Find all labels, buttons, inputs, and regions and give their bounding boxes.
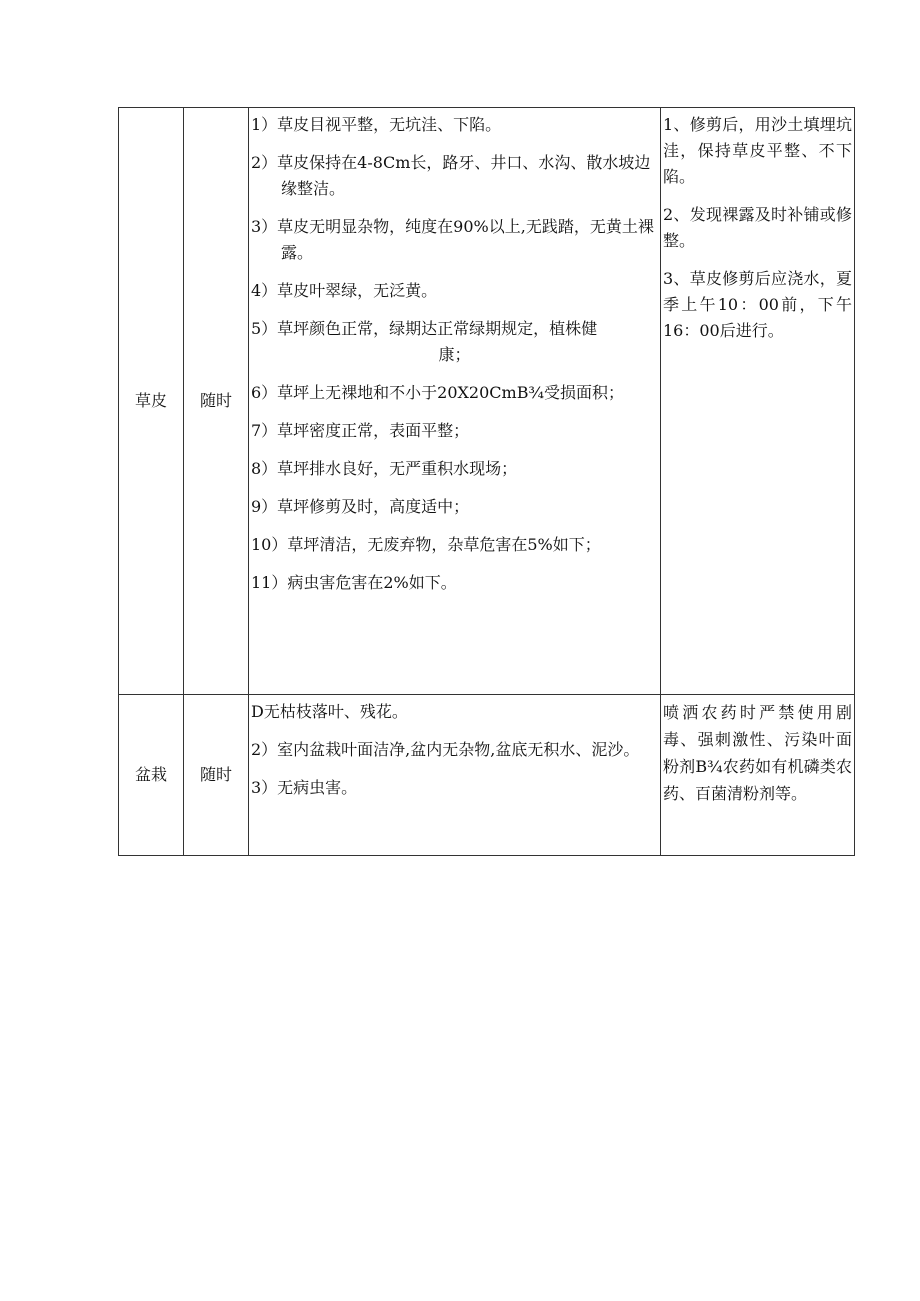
- standards-cell: [249, 108, 661, 695]
- table-row: [119, 695, 855, 856]
- standard-item: 4）草皮叶翠绿，无泛黄。: [251, 281, 438, 300]
- standard-item: 10）草坪清洁，无废弃物，杂草危害在5%如下；: [251, 535, 601, 554]
- notes-cell: [661, 695, 855, 856]
- note-paragraph: 喷洒农药时严禁使用剧毒、强刺激性、污染叶面粉剂B¾农药如有机磷类农药、百菌清粉剂等。: [663, 703, 852, 803]
- standard-item: 1）草皮目视平整，无坑洼、下陷。: [251, 115, 502, 134]
- note-paragraph: 3、草皮修剪后应浇水，夏季上午10：00前，下午16：00后进行。: [663, 269, 852, 340]
- note-paragraph: 1、修剪后，用沙土填埋坑洼，保持草皮平整、不下陷。: [663, 115, 852, 186]
- standard-item-line: 5）草坪颜色正常，绿期达正常绿期规定，植株健: [251, 319, 598, 338]
- notes-cell: [661, 108, 855, 695]
- standard-item: 3）草皮无明显杂物，纯度在90%以上,无践踏，无黄土裸露。: [251, 217, 654, 262]
- standard-item: 2）室内盆栽叶面洁净,盆内无杂物,盆底无积水、泥沙。: [251, 740, 640, 759]
- standard-item: 8）草坪排水良好，无严重积水现场；: [251, 459, 518, 478]
- standard-item: 3）无病虫害。: [251, 778, 358, 797]
- standard-item: [251, 316, 658, 368]
- standard-item: D无枯枝落叶、残花。: [251, 702, 408, 721]
- standard-item: 7）草坪密度正常，表面平整；: [251, 421, 470, 440]
- frequency-cell: 随时: [184, 695, 249, 856]
- standard-item: 2）草皮保持在4-8Cm长，路牙、井口、水沟、散水坡边缘整洁。: [251, 153, 651, 198]
- standard-item: 6）草坪上无裸地和不小于20X20CmB¾受损面积；: [251, 383, 624, 402]
- item-name-cell: 草皮: [119, 108, 184, 695]
- standard-item: 9）草坪修剪及时，高度适中；: [251, 497, 470, 516]
- standard-item-continuation: 康；: [438, 345, 471, 364]
- standard-item: 11）病虫害危害在2%如下。: [251, 573, 457, 592]
- table-row: [119, 108, 855, 695]
- frequency-cell: 随时: [184, 108, 249, 695]
- maintenance-standards-table: [118, 107, 855, 856]
- item-name-cell: 盆栽: [119, 695, 184, 856]
- standards-cell: [249, 695, 661, 856]
- note-paragraph: 2、发现裸露及时补铺或修整。: [663, 205, 852, 250]
